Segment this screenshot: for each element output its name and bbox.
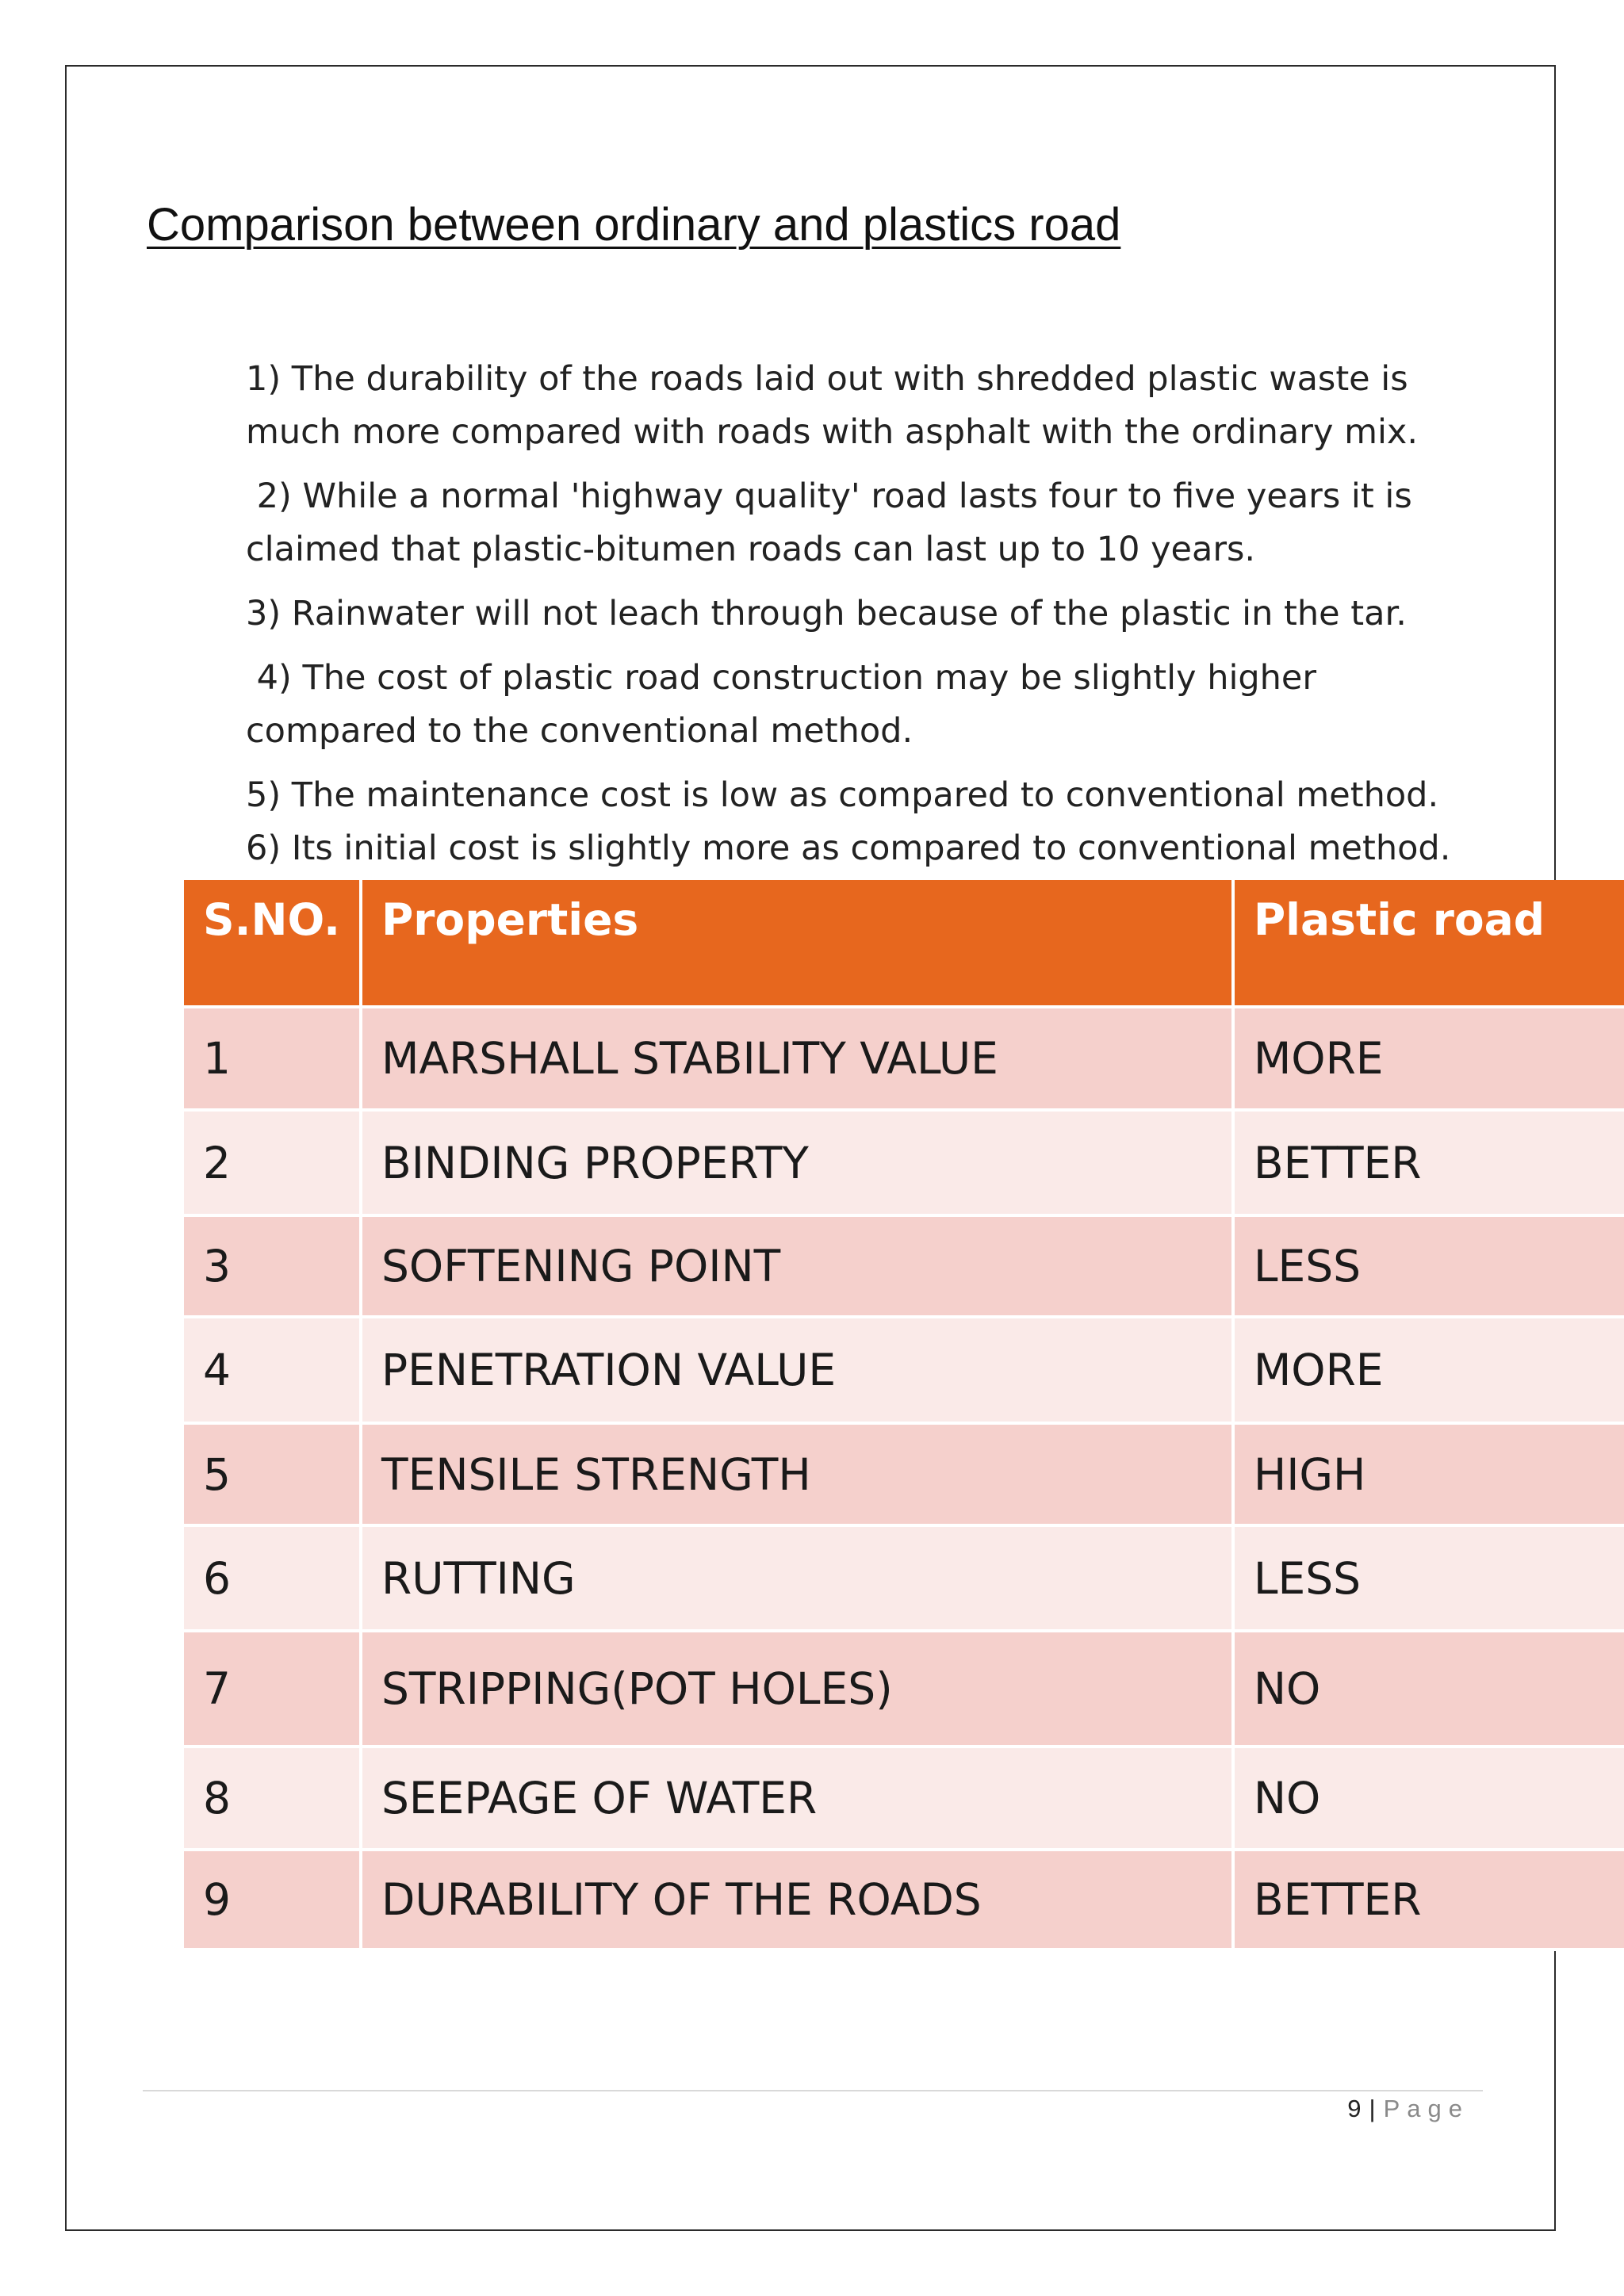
cell-property: SOFTENING POINT	[361, 1215, 1233, 1317]
cell-value: LESS	[1233, 1525, 1624, 1631]
cell-sno: 9	[184, 1850, 361, 1950]
header-plastic-road: Plastic road	[1233, 880, 1624, 1007]
table-row	[184, 1850, 1624, 1950]
cell-sno: 4	[184, 1317, 361, 1423]
page-footer	[1347, 2095, 1469, 2123]
point-line: 4) The cost of plastic road construction may be slightly higher	[246, 658, 1317, 698]
cell-value: MORE	[1233, 1317, 1624, 1423]
cell-sno: 6	[184, 1525, 361, 1631]
cell-sno: 5	[184, 1423, 361, 1525]
table-header-row	[184, 880, 1624, 1007]
cell-property: SEEPAGE OF WATER	[361, 1747, 1233, 1850]
cell-value: BETTER	[1233, 1110, 1624, 1215]
footer-divider	[143, 2090, 1483, 2091]
cell-value: HIGH	[1233, 1423, 1624, 1525]
cell-property: PENETRATION VALUE	[361, 1317, 1233, 1423]
cell-property: STRIPPING(POT HOLES)	[361, 1631, 1233, 1747]
point-line: 3) Rainwater will not leach through because of the plastic in the tar.	[246, 594, 1407, 633]
header-sno: S.NO.	[184, 880, 361, 1007]
point-line: compared to the conventional method.	[246, 711, 914, 751]
table-row	[184, 1423, 1624, 1525]
page-number: 9	[1347, 2095, 1362, 2122]
cell-sno: 7	[184, 1631, 361, 1747]
point-line: 1) The durability of the roads laid out with shredded plastic waste is	[246, 359, 1408, 399]
point-line: claimed that plastic-bitumen roads can last up to 10 years.	[246, 530, 1256, 569]
cell-property: MARSHALL STABILITY VALUE	[361, 1007, 1233, 1110]
point-line: much more compared with roads with asphalt with the ordinary mix.	[246, 412, 1419, 452]
footer-separator: |	[1369, 2095, 1376, 2122]
table-row	[184, 1747, 1624, 1850]
header-properties: Properties	[361, 880, 1233, 1007]
comparison-points	[246, 353, 1515, 875]
point-line: 6) Its initial cost is slightly more as compared to conventional method.	[246, 828, 1451, 868]
cell-value: MORE	[1233, 1007, 1624, 1110]
table-row	[184, 1317, 1624, 1423]
cell-value: NO	[1233, 1631, 1624, 1747]
cell-sno: 8	[184, 1747, 361, 1850]
page-label: Page	[1383, 2095, 1469, 2122]
page-title: Comparison between ordinary and plastics road	[147, 199, 1121, 251]
cell-property: RUTTING	[361, 1525, 1233, 1631]
cell-property: TENSILE STRENGTH	[361, 1423, 1233, 1525]
cell-sno: 3	[184, 1215, 361, 1317]
cell-value: BETTER	[1233, 1850, 1624, 1950]
cell-value: NO	[1233, 1747, 1624, 1850]
cell-value: LESS	[1233, 1215, 1624, 1317]
table-row	[184, 1525, 1624, 1631]
table-row	[184, 1215, 1624, 1317]
table-row	[184, 1007, 1624, 1110]
table-row	[184, 1110, 1624, 1215]
point-line: 5) The maintenance cost is low as compared to conventional method.	[246, 775, 1439, 815]
point-line: 2) While a normal 'highway quality' road lasts four to five years it is	[246, 476, 1412, 516]
cell-sno: 2	[184, 1110, 361, 1215]
cell-property: BINDING PROPERTY	[361, 1110, 1233, 1215]
properties-table	[184, 880, 1624, 1951]
table-row	[184, 1631, 1624, 1747]
cell-property: DURABILITY OF THE ROADS	[361, 1850, 1233, 1950]
cell-sno: 1	[184, 1007, 361, 1110]
